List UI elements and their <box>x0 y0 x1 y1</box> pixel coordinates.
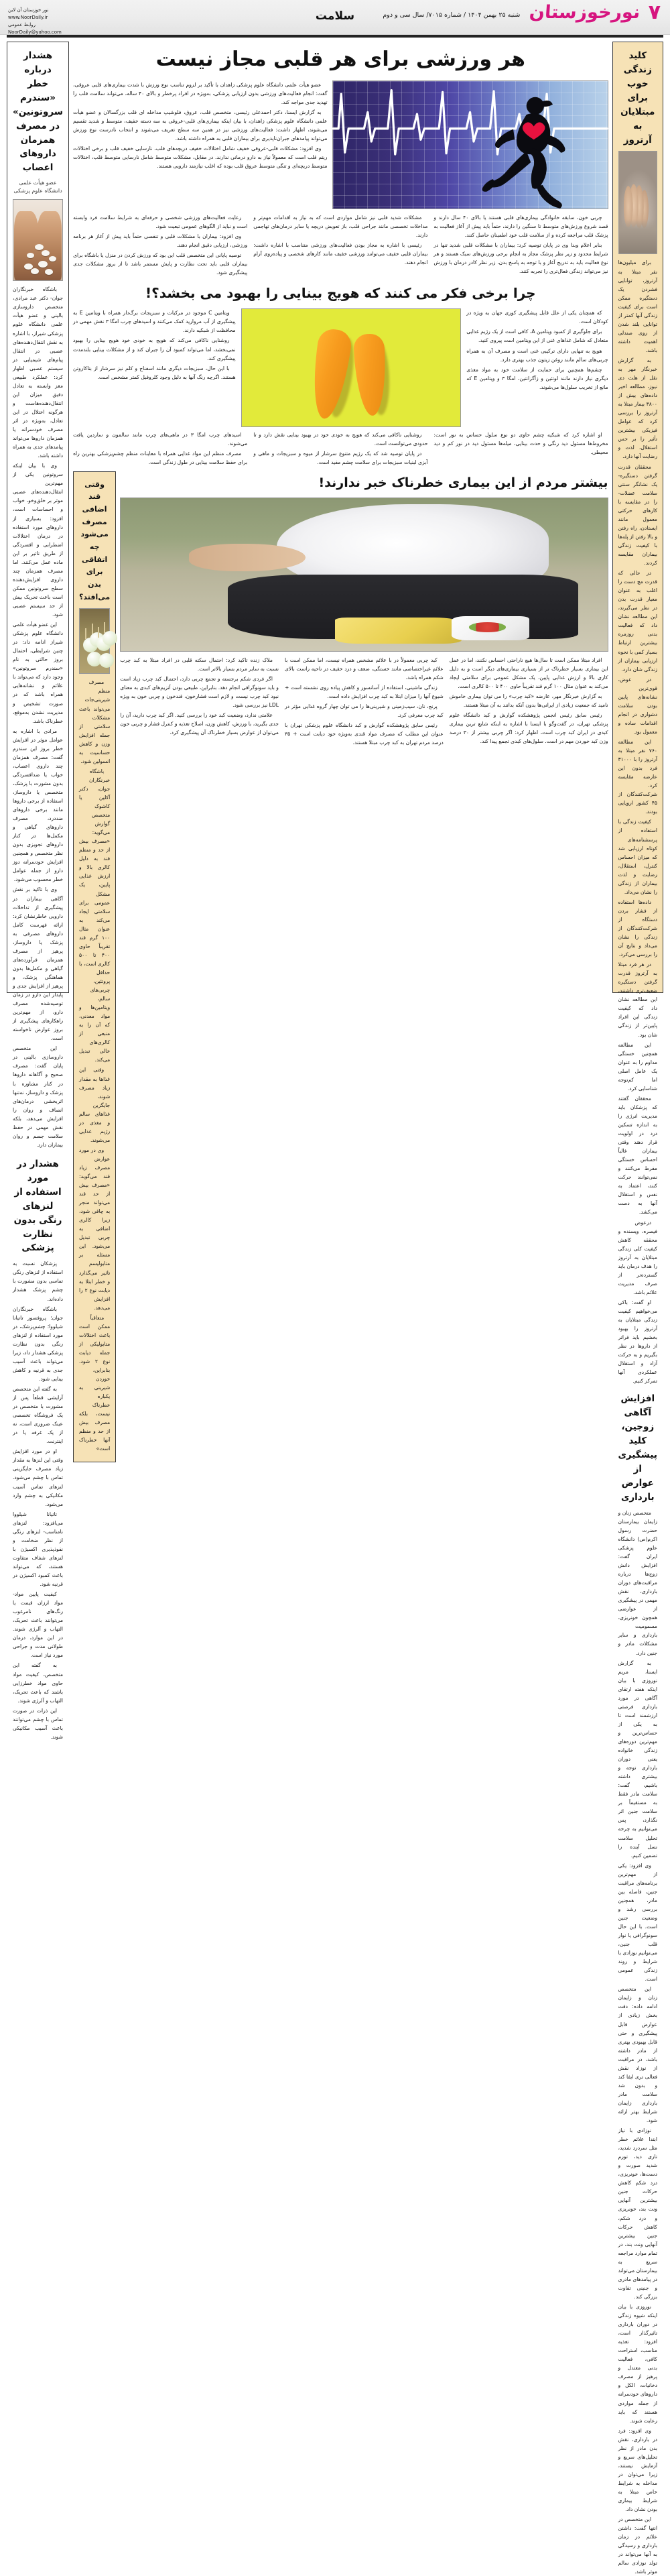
paragraph: روشنایی ناکافی می‌کند که هویج به خودی خود در بهبود بینایی نقش دارد و تا حدودی می‌توانست است. <box>253 432 428 447</box>
paragraph: مرادی با اشاره به عوامل موثر در افزایش خطر بروز این سندرم گفت: مصرف همزمان چند داروی اعصاب، خواب یا ضدافسردگی بدون مشورت با پزشک، متخصص یا داروساز، استفاده از برخی داروها مانند برخی داروهای ضددرد، مصرف داروهای گیاهی و مکمل‌ها در کنار داروهای تجویزی بدون نظر متخصص و همچنین افزایش خودسرانه دوز دارو از جمله عوامل خطر محسوب می‌شود. <box>13 727 64 883</box>
sugar-box-headline: وقتی قند اضافی مصرف می‌شود چه اتفاقی برای بدن می‌افتد؟ <box>79 479 111 601</box>
paragraph: به گزارش ایسنا، مریم نوروزی با بیان اینکه هفته ارتقای آگاهی در مورد بارداری فرصتی ارزشمند است تا به یکی از حساس‌ترین و مهم‌ترین دوره‌های زندگی خانواده یعنی دوران بارداری توجه و بیشتری داشته باشیم، گفت: سلامت مادر فقط به مستقیماً بر سلامت جنین اثر نگذارد، پس می‌توانیم به چرخه تحلیل سلامت نسل آینده را تضمین کنیم. <box>618 1659 657 1859</box>
issue-date-line: شنبه ۲۵ بهمن ۱۴۰۴ / شماره ۷۰۱۵/ سال سی و دوم <box>383 11 521 19</box>
paragraph: کیفیت زندگی با استفاده از پرسشنامه‌های کوتاه ارزیابی شد که میزان احساس کنترل، استقلال، رضایت و لذت بیماران از زندگی را نشان می‌داد. <box>618 819 657 895</box>
paragraph: مصرف منظم این مواد غذایی همراه با معاینات منظم چشم‌پزشکی بهترین راه برای حفظ سلامت بینایی در طول زندگی است. <box>73 451 248 466</box>
paragraph: به گزارش ایسنا، دکتر احمدعلی رئیسی، متخصص قلب، عروق، فلوشیپ مداخله ای قلب بزرگسالان و عضو هیأت علمی دانشگاه علوم پزشکی زاهدان، با بیان اینکه بیماری‌های قلبی-عروقی به سه دسته خفیف، متوسط و شدید تقسیم می‌شوند، اظهار داشت: فعالیت‌های ورزشی نیز در همین سه سطح تعریف می‌شوند و انتخاب نادرست نوع ورزش می‌تواند پیامدهای جبران‌ناپذیری برای بیماران قلبی به همراه داشته باشد. <box>73 109 328 142</box>
main-article-heart-body-lower <box>73 213 608 277</box>
paragraph: به گزارش خبرنگار مهر به نقل از هلث دی نیوز، مطالعه اخیر داده‌های بیش از ۳۸۰۰ بیمار مبتلا به آرتروز را بررسی کرد که عوامل فیزیکی بیشترین تأثیر را بر حس استقلال، لذت و رضایت آنها دارد. <box>618 357 657 460</box>
carrots-photo <box>241 308 462 427</box>
right-article-lenses-headline: هشدار در مورد استفاده از لنزهای رنگی بدون نظارت پزشکی <box>13 1158 62 1254</box>
candy-stick <box>92 624 93 634</box>
paragraph: نوزادی با نیاز ابتدا علائم خطر مثل سردرد شدید، تاری دید، تورم شدید صورت و دست‌ها، خونریزی، درد شکم کاهش حرکات جنین بیشترین آنهایی ونت بند، خونریزی و درد شکم، کاهش حرکات جنین بیشترین آنهایی ونت بند، در تمام موارد مراجعه سریع به بیمارستان می‌تواند در پیامدهای مادری و جنینی تفاوت بزرگی کند. <box>618 2127 657 2300</box>
left-article-pregnancy-headline: افزایش آگاهی زوجین، کلید پیشگیری از عوارض بارداری <box>618 1393 657 1503</box>
paragraph: داده‌ها استفاده از فشار بردن دستگاه از شرکت‌کنندگان از زندگی را نشان می‌داد و نتایج آن را بررسی می‌کرد. <box>618 898 657 958</box>
carrots-body-col-a <box>466 308 608 392</box>
candy-photo <box>79 608 110 674</box>
snack-bag-white <box>452 616 529 640</box>
section-title: سلامت <box>315 9 355 23</box>
knee-arthritis-photo <box>618 151 657 254</box>
candy-stick <box>85 628 86 639</box>
paragraph: رئیس سابق پژوهشکده گوارش و کبد دانشگاه علوم پزشکی تهران با عنوان این مطلب که مصرف مواد قندی به‌ویژه خود دیابت است + ۳۵ درصد مردم تهران به کبد چرب مبتلا هستند. <box>284 722 444 746</box>
online-edition-line <box>8 7 62 21</box>
main-article-heart-body-right <box>73 80 327 172</box>
main-article-fatty-liver <box>120 471 608 748</box>
paragraph: زندگی ماشینی، استفاده از آسانسور و کاهش پیاده روی نشسته است + شیوع آنها را میزان ابتلا به کبد چرب افزایش داده است. <box>284 685 444 700</box>
paragraph: او اشاره کرد که شبکیه چشم حاوی دو نوع سلول حساس به نور است: مخروط‌ها مسئول دید رنگی و حدت بینایی، میله‌ها مسئول دید در نور کم و دید محیطی. <box>433 432 608 456</box>
pill-shape <box>38 261 48 268</box>
paragraph: ویتامین C موجود در مرکبات و سبزیجات برگ‌دار همراه با ویتامین E به پیشگیری از آب مروارید کمک می‌کنند و اسیدهای چرب امگا ۳ نقش مهمی در محافظت از شبکیه دارند. <box>73 310 236 334</box>
paragraph: مصرف منظم شیرینی‌جات می‌تواند باعث مشکلات سلامتی از جمله افزایش وزن و کاهش حساسیت به انسولین شود. <box>79 679 111 764</box>
paragraph: او گفت: باکی می‌خواهیم کیفیت زندگی مبتلایان به آرتروز را بهبود بخشیم باید فراتر از داروها در نظر بگیریم و به حرکت آزاد و استقلال عملکردی آنها تمرکز کنیم. <box>618 1299 657 1385</box>
paragraph: برای جلوگیری از کمبود ویتامین A، کافی است از یک رژیم غذایی متعادل که شامل غذاهای غنی از این ویتامین است پیروی کنید. <box>466 329 608 344</box>
paragraph: پرنج، نان، سیب‌زمینی و شیرینی‌ها را می توان چهار گروه غذایی مؤثر در کبد چرب معرفی کرد. <box>284 703 444 719</box>
paragraph: چشم‌ها همچنین برای حمایت از سلامت خود به مواد مغذی دیگری نیاز دارند مانند لوتئین و زآگزانتین، امگا ۳ و ویتامین E که مانع از تخریب سلول‌ها می‌شوند. <box>466 366 608 390</box>
knee-cloth-shape <box>619 219 657 254</box>
online-edition-url[interactable]: www.NoorDaily.ir <box>8 14 48 20</box>
paragraph: بنابر اعلام وبدا وی در پایان توصیه کرد: بیماران با مشکلات قلبی شدید تنها در شرایط محدود و زیر نظر پزشک مجاز به انجام برخی ورزش‌های سبک هستند و هر نوع فعالیت باید به تدریج آغاز و با توجه به پاسخ بدن، زیر نظر کادر درمان با ورزش نیز می‌تواند زندگی فعال‌تری را تجربه کنند. <box>433 242 608 275</box>
fatty-liver-headline: بیشتر مردم از این بیماری خطرناک خبر ندارند! <box>318 475 608 490</box>
main-article-heart-exercise <box>73 42 608 277</box>
fatty-liver-body <box>120 656 608 747</box>
online-edition-fa: نور خوزستان آن لاین <box>8 7 49 13</box>
sugar-box-body <box>79 678 110 1453</box>
carrots-body-lower <box>73 430 608 467</box>
candy-ball <box>99 653 114 668</box>
left-article-pregnancy-body <box>618 1509 657 2576</box>
paragraph: وی با تاکید بر نقش آگاهی بیماران در پیشگیری از تداخلات دارویی خاطرنشان کرد: ارائه فهرست کامل داروهای مصرفی به پزشک یا داروساز، پرهیز از مصرف همزمان فرآورده‌های گیاهی و مکمل‌ها بدون هماهنگی پزشک، و پرهیز از افزایش جدی و پایدار این دارو در زمان توصیه‌شده مصرف دارو، از مهم‌ترین راهکارهای پیشگیری از بروز عوارض ناخواسته است. <box>13 886 64 1042</box>
carrots-headline: چرا برخی فکر می کنند که هویج بینایی را بهبود می بخشد؟! <box>145 285 536 302</box>
paragraph: این مطالعه ۷۶۰ نفر مبتلا به آرتروز را با ۳۱۰۰۰ فرد بدون این عارضه مقایسه کرد. شرکت‌کنندگان از ۴۵ کشور اروپایی بودند. <box>618 738 657 815</box>
paragraph: این متخصص داروسازی بالینی در پایان گفت: مصرف صحیح و آگاهانه داروها در کنار مشاوره با پزشک و داروساز، نه‌تنها اثربخشی درمان‌های انصاف و روان را افزایش می‌دهد، بلکه نقش مهمی در حفظ سلامت جسم و روان بیماران دارد. <box>13 1045 64 1148</box>
main-column <box>73 42 608 1452</box>
obesity-photo <box>120 497 608 652</box>
paragraph: متخصص زنان و زایمان بیمارستان حضرت رسول اکرم(ص) دانشگاه علوم پزشکی ایران گفت: افزایش دانش زوج‌ها درباره مراقبت‌های دوران بارداری، نقش مهمی در پیشگیری از عوارضی همچون خونریزی، مسمومیت بارداری و سایر مشکلات مادر و جنین دارد. <box>618 1509 657 1656</box>
paragraph: به گزارش خبرنگار مهر، عارضه «کبد چرب» را می توان بیماری خاموش نامید که جمعیت زیادی از ایرانی‌ها بدون آنکه بدانند به آن مبتلا هستند. <box>449 693 608 709</box>
paragraph: پزشکان نسبت به استفاده از لنزهای رنگی تماسی بدون مشورت با چشم پزشک هشدار داده‌اند. <box>13 1261 64 1302</box>
paragraph: عضو هیأت علمی دانشگاه علوم پزشکی زاهدان با تأکید بر لزوم تناسب نوع ورزش با شدت بیماری‌های قلبی عروقی، گفت: انجام فعالیت‌های ورزشی بدون ارزیابی پزشکی، به‌ویژه در افراد پرخطر و بالای ۴۰ ساله، می‌تواند سلامت قلب را تهدید جدی مواجه کند. <box>73 82 328 106</box>
left-sidebar-column <box>612 42 663 2575</box>
right-article-serotonin-subhead: عضو هیأت علمی دانشگاه علوم پزشکی <box>13 180 62 194</box>
candy-stick <box>104 622 105 633</box>
paragraph: درعوض فیصره، ویسنده و محققه کاهش کیفیت کلی زندگی مبتلایان به آرتروز را هدف درمان باید گسترده‌تر از صرف مدیریت علائم باشد. <box>618 1219 657 1295</box>
paragraph: روشنایی ناکافی می‌کند که هویج به خودی خود هویج بینایی را بهبود نمی‌بخشد، اما می‌تواند کمبود آن را جبران کند و از مشکلات بینایی بلندمدت پیشگیری کند. <box>73 337 236 361</box>
paragraph: او در مورد افزایش وقتی این لنزها به مقدار زیاد مصرف جایگزینی تماس با چشم می‌شود. لنزهای تماس آسیب مکانیکی به چشم وارد می‌شود. <box>13 1448 64 1507</box>
newspaper-logo: نورخوزستان <box>529 2 641 23</box>
paragraph: رئیسی با اشاره به مجاز بودن فعالیت‌های ورزشی متناسب با اشاره داشت: بیماران قلبی خفیف می‌توانند ورزشی خفیف مانند کارهای شخصی و پیاده‌روی آرام انجام دهند. <box>253 242 428 266</box>
pill-shape <box>31 268 39 274</box>
masthead-contact <box>8 7 62 36</box>
main-headline: هر ورزشی برای هر قلبی مجاز نیست <box>155 48 525 71</box>
paragraph: اسیدهای چرب امگا ۳ در ماهی‌های چرب مانند سالمون و ساردین یافت می‌شوند. <box>73 432 248 447</box>
running-man-silhouette-icon <box>481 91 569 209</box>
ecg-runner-image <box>332 80 608 209</box>
paragraph: وی افزود: فرد در بارداری، نقش بدن مادر از نظر تحلیل‌های سریع و آزمایش نیستند، زیرا می‌توان در مداخله به شرایط خاص مبتلا به شرایط بیماری بودن نشان داد. <box>618 2427 657 2513</box>
paragraph: باشگاه خبرنگاران جوان، دکتر آکلین یا کاشوک متخصص گوارش می‌گوید: «مصرف بیش از حد و منظم قند به دلیل کالری بالا و ارزش غذایی پایین، یک مشکل عمومی برای سلامتی ایجاد می‌کند به عنوان مثال ۱۰۰ گرم قند تقریباً حاوی ۴۰۰ تا ۵۰۰ کالری است، با حداقل پروتئین، چربی‌های سالم، ویتامین‌ها و مواد معدنی، که آن را به منبعی از کالری‌های خالی تبدیل می‌کند. <box>79 768 111 1063</box>
paragraph: این عضو هیأت علمی دانشگاه علوم پزشکی شیراز ادامه داد: در چنین شرایطی، احتمال بروز حالتی به نام «سندرم سروتونین» وجود دارد که می‌تواند با علائم و نشانه‌هایی همراه باشد که در صورت تشخیص و مدیریت نشدن به‌موقع، خطرناک باشد. <box>13 622 64 724</box>
right-article-serotonin <box>13 49 63 1149</box>
paragraph: به گفته این متخصص، کیفیت مواد حاوی مواد خطرزایی باشند که باعث تحریک، التهاب و آلرژی شوند. <box>13 1662 64 1704</box>
right-sidebar-column <box>7 42 69 1740</box>
paragraph: وی افزود: بیماران با مشکلات قلبی و تنفسی حتماً باید پیش از آغاز هر برنامه ورزشی، ارزیابی دقیق انجام دهند. <box>73 233 248 249</box>
paragraph: باشگاه خبرنگاران جوان؛ پروفسور تاتیانا شیلووا؛ چشم‌پزشک، در مورد استفاده از لنزهای رنگی بدون نظارت پزشکی هشدار داد، زیرا می‌تواند باعث آسیب جدی به قرنیه و کاهش بینایی شود. <box>13 1305 64 1382</box>
right-article-lenses <box>13 1157 63 1741</box>
left-article-arthritis-headline: کلید زندگی خوب برای مبتلایان به آرتروز <box>620 50 655 145</box>
paragraph: افراد مبتلا ممکن است تا سال‌ها هیچ ناراحتی احساس نکنند، اما در عمل این بیماری بسیار خطرناک تر از بسیاری بیماری‌های دیگر است و به دلیل کاری بالا و ارزش غذایی پایین، یک مشکل عمومی برای سلامتی ایجاد می‌کند به عنوان مثال ۱۰۰ گرم قند تقریباً حاوی ۴۰۰ تا ۵۰۰ کالری است. <box>449 657 608 690</box>
paragraph: در حالی که قدرت مچ دست را اغلب به عنوان معیار قدرت بدن در نظر می‌گیرند، این مطالعه نشان داد که فعالیت بدنی روزمره بیشترین ارتباط بسیار کمی با نحوه ارزیابی بیماران از زندگی شان دارد. <box>618 570 657 672</box>
paragraph: وی با بیان اینکه سروتونین یکی از مهم‌ترین انتقال‌دهنده‌های عصبی موثر بر خلق‌وخو، خواب و احساسات است، افزود: بسیاری از داروهای مورد استفاده در درمان اختلالات اضطرابی و افسردگی از طریق تاثیر بر این ماده عمل می‌کنند. اما مصرف همزمان چند داروی افزایش‌دهنده سطح سروتونین ممکن است باعث تحریک بیش از حد سیستم عصبی شود. <box>13 463 64 618</box>
sugar-box-article <box>73 471 116 1462</box>
paragraph: محققان گفتند که پزشکان باید مدیریت انرژی را به اندازه تسکین درد در اولویت قرار دهند وقتی بیماران غالباً احساس خستگی مفرط می‌کنند و نمی‌توانند حرکت کنند، اعتماد به نفس و استقلال آنها به دست می‌کشد. <box>618 1095 657 1216</box>
paragraph: با این حال، سبزیجات دیگری مانند اسفناج و کلم نیز سرشار از بتاکاروتن هستند. اگرچه رنگ آنها به دلیل وجود کلروفیل کمتر مشخص است. <box>73 365 236 380</box>
paragraph: کیفیت پایین مواد- مواد ارزان قیمت یا رنگ‌های نامرغوب می‌توانند باعث تحریک، التهاب و آلرژی شوند. در این موارد، درمان طولانی مدت و جراحی مورد نیاز است. <box>13 1591 64 1659</box>
paragraph: محققان قدرت گرفتن دستگیره- یک نشانگر سنتی سلامت عضلات- را در مقایسه با کارهای حرکتی معمول مانند ایستادن، راه رفتن و بالا رفتن از پله‌ها با کیفیت زندگی بیماران مقایسه کردند. <box>618 463 657 567</box>
paragraph: رعایت فعالیت‌های ورزشی شخصی و حرفه‌ای به شرایط سلامت فرد وابسته است و نباید از الگوهای عمومی تبعیت شود. <box>73 215 248 230</box>
paragraph: وی در مورد عوارض مصرف زیاد قند می‌گوید: «مصرف بیش از حد قند می‌تواند منجر به چاقی شود، زیرا کالری اضافی به چربی تبدیل می‌شود. این مسئله بر متابولیسم تاثیر می‌گذارد و خطر ابتلا به دیابت نوع ۲ را افزایش می‌دهد. <box>79 1147 111 1311</box>
paragraph: وی افزود: مشکلات قلبی-عروقی خفیف شامل اختلالات خفیف دریچه‌های قلب، نارسایی خفیف قلب و برخی اختلالات ریتم قلب است که معمولاً نیاز به دارو درمانی ندارند. در مقابل، مشکلات متوسط شامل نارسایی متوسط قلب، اختلالات متوسط دریچه‌ای و تنگی متوسط عروق قلب بوده که اغلب نیازمند دارویی هستند. <box>73 145 328 170</box>
left-article-arthritis <box>618 49 657 1385</box>
page-number: ۷ <box>648 1 661 24</box>
pr-label-fa: روابط عمومی <box>8 21 36 27</box>
paragraph: چربی خون، سابقه خانوادگی بیماری‌های قلبی هستند یا بالای ۴۰ سال دارند و قصد شروع ورزش‌های متوسط تا سنگین را دارند، حتماً باید پیش از آغاز فعالیت به پزشک قلب مراجعه کرده و از سلامت قلب خود اطمینان حاصل کنند. <box>433 215 608 239</box>
main-article-carrots <box>73 281 608 467</box>
paragraph: وقتی این غذاها به مقدار زیاد مصرف شوند، جایگزین غذاهای سالم و مغذی در رژیم غذایی می‌شوند. <box>79 1067 111 1143</box>
paragraph: ملاک زنده تاکید کرد: احتمال سکته قلبی در افراد مبتلا به کبد چرب نسبت به سایر مردم بسیار بالاتر است. <box>120 657 279 672</box>
paragraph: به گفته این متخصص آرایشی قطعاً پس از مشورت با متخصص در یک فروشگاه تخصصی عینک ضروری است، نه از یک غرفه یا در اینترنت. <box>13 1386 64 1445</box>
main-lower-section <box>73 471 608 1462</box>
right-article-serotonin-headline: هشدار درباره خطر «سندرم سروتونین» در مصرف همزمان داروهای اعصاب <box>12 50 64 174</box>
paragraph: باشگاه خبرنگاران جوان- دکتر عبد مرادی، متخصص داروسازی بالینی و عضو هیأت علمی دانشگاه علوم پزشکی شیراز، با اشاره به نقش انتقال‌دهنده‌های عصبی در انتقال پیام‌های شیمیایی در سیستم عصبی اظهار کرد: عملکرد طبیعی مغز وابسته به تعادل دقیق میزان این انتقال‌دهنده‌هاست و هرگونه اختلال در این تعادل، به‌ویژه در اثر مصرف خودسرانه یا همزمان داروها می‌تواند پیامدهای جدی به همراه داشته باشد. <box>13 286 64 459</box>
paragraph: که همچنان یکی از علل قابل پیشگیری کوری جهان به ویژه در کودکان است. <box>466 310 608 325</box>
left-article-arthritis-body <box>618 258 657 1385</box>
paragraph: رئیس سابق رئیس انجمن پژوهشکده گوارش و کبد دانشگاه علوم پزشکی تهران، در گفت‌وگو با ایسنا با اشاره به اینکه شایع ترین بیماری کبدی در ایران کبد چرب است، اظهار کرد: اگر چربی بیشتر از ۳۰ درصد وزن کبد خوردن مهم در است. سلول‌های کبدی تجمع پیدا کند. <box>449 712 608 745</box>
public-relations-line <box>8 21 62 36</box>
paragraph: کبد چربی معمولاً در با علائم مشخص همراه نیست، اما ممکن است با علائم غیراختصاصی مانند خستگی، ضعف و درد خفیف در ناحیه راست بالای شکم همراه باشد. <box>284 657 444 681</box>
paragraph: علامتی ندارد، وضعیت کبد خود را بررسی کنید. اگر کبد چرب دارید، آن را جدی بگیرید، با ورزش، کاهش وزن، اصلاح تغذیه و کنترل فشار و چربی خون می‌توان از عوارض بسیار خطرناک آن پیشگیری کرد. <box>120 712 279 736</box>
snack-bag-yellow <box>335 618 462 644</box>
paragraph: وی افزود: یکی از مهم‌ترین برنامه‌های مراقبت جنین، فاصله بین مادر، همچنین بررسی رشد و وضعیت جنین است. با این حال سونوگرافی یا نوار قلب جنین، می‌توانیم نوزادی با شرایط و روند زندگی عمومی است. <box>618 1862 657 1983</box>
paragraph: در هر فرد مبتلا به آرتروز قدرت گرفتن دستگیره ضعیف‌تری داشتند، این مطالعه نشان داد که کیفیت زندگی این افراد پایین‌تر از زندگی شان بود. <box>618 961 657 1038</box>
paragraph: توصیه پایانی این متخصص قلب این بود که ورزش کردن در منزل یا باشگاه برای بیماران قلبی باید تحت نظارت و پایش مستمر باشد تا از بروز مشکلات جدی پیشگیری شود. <box>73 252 248 276</box>
masthead <box>0 0 670 35</box>
paragraph: هویج به تنهایی دارای ترکیبی غنی است و مصرف آن به همراه چربی‌های سالم مانند روغن زیتون جذب بهتری دارد. <box>466 347 608 363</box>
pill-shape <box>35 244 44 250</box>
paragraph: این ذرات در صورت تماس با چشم می‌توانند باعث آسیب مکانیکی شوند. <box>13 1707 64 1740</box>
page-body <box>0 38 670 2575</box>
paragraph: برای میلیون‌ها نفر مبتلا به آرتروز، توانایی فشردن یک دستگیره ممکن است برای کیفیت زندگی آنها کمتر از توانایی بلند شدن از روی صندلی اهمیت داشته باشد. <box>618 259 657 353</box>
left-article-pregnancy <box>618 1392 657 2576</box>
right-article-serotonin-body <box>13 285 63 1149</box>
paragraph: در پایان توصیه شد که یک رژیم متنوع سرشار از میوه و سبزیجات و ماهی و آبزی لبنیات سبزیجات برای سلامت چشم مفید است. <box>253 451 428 466</box>
right-article-lenses-body <box>13 1259 63 1741</box>
candy-stick <box>98 627 99 638</box>
candy-ball <box>103 631 117 646</box>
pr-email[interactable]: NoorDaily@yahoo.com <box>8 29 62 35</box>
paragraph: این متخصص زنان و زایمان ادامه داده: دقت بخش زیادی از عوارض قابل پیشگیری و حتی قابل بهبودی بهتری از مادر داشته باشد، در مراقبت از نوزاد نقش فعالی تری ایفا کند و بدون شد سلامت مادر بارداری زایمان شرایط بهتر ارائه شود. <box>618 1986 657 2124</box>
pill-shape <box>49 256 56 261</box>
pills-in-hands-photo <box>13 199 63 281</box>
paragraph: در عوض، قوی‌ترین نشانه‌های پایین بودن سلامت دشواری در انجام اقدامات ساده و معمول بود. <box>618 676 657 735</box>
paragraph: نوروزی با بیان اینکه شیوه زندگی در دوران بارداری تاثیرگذار است، افزود: تغذیه مناسب، استراحت کافی، فعالیت بدنی معتدل و پرهیز از مصرف دخانیات، الکل و داروهای خودسرانه از جمله مواردی هستند که باید رعایت شوند. <box>618 2304 657 2424</box>
paragraph: اگر فردی شکم برجسته و تجمع چربی دارد، احتمال کبد چرب زیاد است و باید سونوگرافی انجام دهد. بنابراین، طبیعی بودن آنزیم‌های کبدی به معنای نبود کبد چرب نیست و لازم است فشارخون، قندخون و چربی خون به ویژه LDL نیز بررسی شود. <box>120 676 279 709</box>
paragraph: تاتیانا شیلووا می‌افزود: لنزهای نامناسب- لنزهای رنگی از نظر ضخامت و نفوذپذیری اکسیژن با لنزهای شفاف متفاوت هستند، که می‌تواند باعث کمبود اکسیژن در قرنیه شود. <box>13 1511 64 1588</box>
paragraph: مشکلات شدید قلبی نیز شامل مواردی است که به نیاز به اقدامات مهم‌تر و مداخلات تخصصی مانند جراحی قلب، باز تعویض دریچه یا سایر درمان‌های تهاجمی دارند. <box>253 215 428 239</box>
paragraph: متعاقباً ممکن است باعث اختلالات متابولیکی از جمله دیابت نوع ۲ شود. بنابراین، خوردن شیرینی به یکباره خطرناک نیست، بلکه مصرف بیش از حد و منظم آنها خطرناک است» <box>79 1314 111 1452</box>
carrots-body-col-b <box>73 308 236 382</box>
paragraph: این متخصص در انتها گفت: داشتن علائم در زمان بارداری و رسیدگی به آنها می‌تواند در تولد نوزادی سالم موثر باشد. <box>618 2516 657 2575</box>
paragraph: این مطالعه همچنین خستگی مداوم را به عنوان یک عامل اصلی اما کم‌توجه شناسایی کرد. <box>618 1041 657 1092</box>
pill-shape <box>45 269 53 275</box>
